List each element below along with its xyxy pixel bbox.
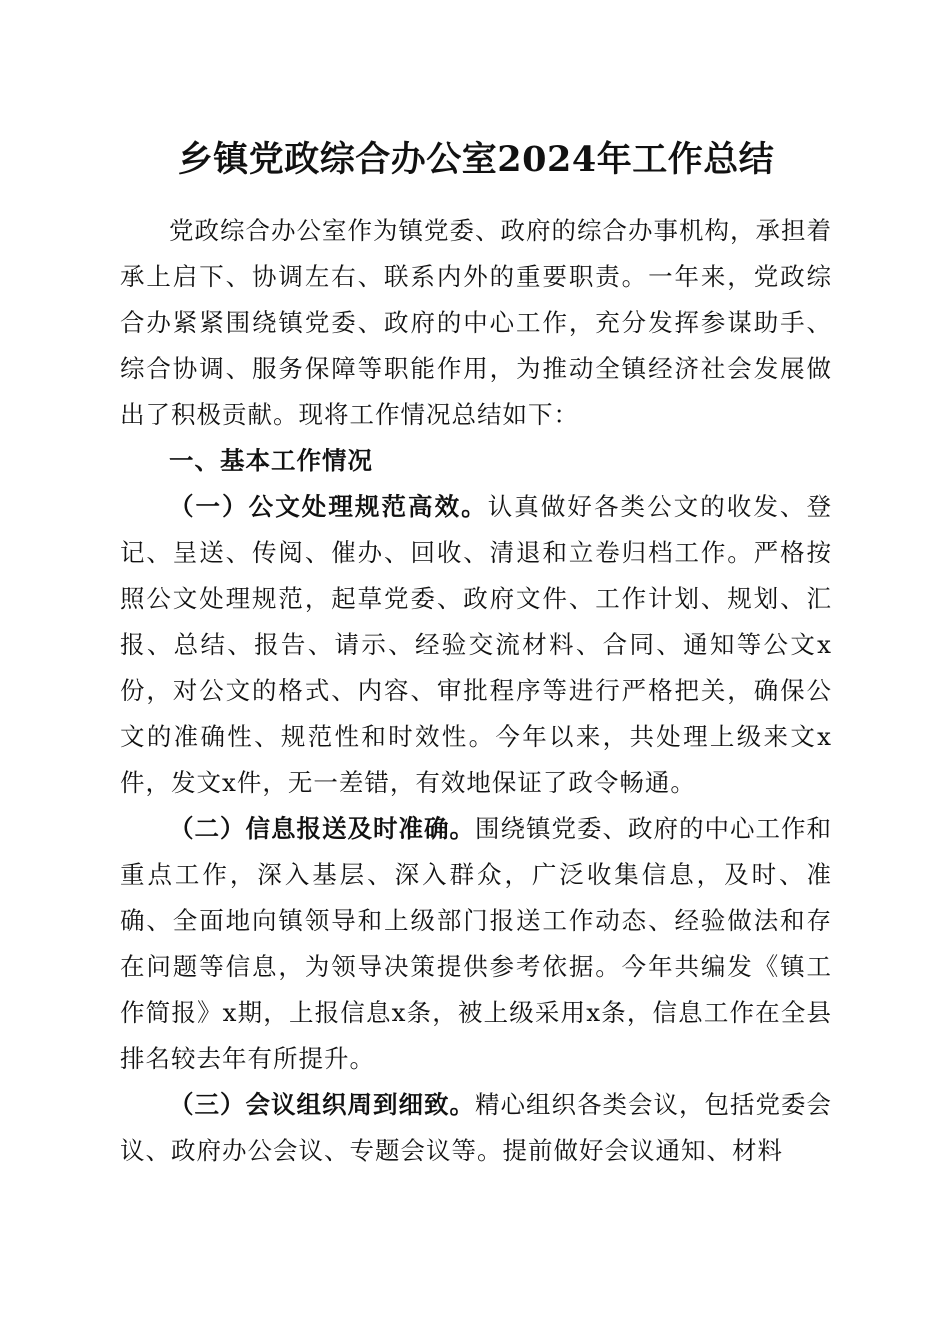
paragraph-meeting-organization — [120, 1082, 832, 1174]
paragraph-lead: （二）信息报送及时准确。 — [169, 814, 475, 843]
paragraph-lead: （三）会议组织周到细致。 — [169, 1090, 475, 1119]
document-title: 乡镇党政综合办公室2024年工作总结 — [177, 139, 775, 180]
paragraph-information-reporting — [120, 806, 832, 1082]
intro-paragraph: 党政综合办公室作为镇党委、政府的综合办事机构，承担着承上启下、协调左右、联系内外的重要职责。一年来，党政综合办紧紧围绕镇党委、政府的中心工作，充分发挥参谋助手、综合协调、服务保障等职能作用，为推动全镇经济社会发展做出了积极贡献。现将工作情况总结如下： — [120, 216, 832, 429]
paragraph-body: 围绕镇党委、政府的中心工作和重点工作，深入基层、深入群众，广泛收集信息，及时、准确、全面地向镇领导和上级部门报送工作动态、经验做法和存在问题等信息，为领导决策提供参考依据。今年共编发《镇工作简报》x期，上报信息x条，被上级采用x条，信息工作在全县排名较去年有所提升。 — [120, 814, 832, 1073]
paragraph-body: 精心组织各类会议，包括党委会议、政府办公会议、专题会议等。提前做好会议通知、材料 — [120, 1090, 832, 1165]
paragraph-body: 认真做好各类公文的收发、登记、呈送、传阅、催办、回收、清退和立卷归档工作。严格按照公文处理规范，起草党委、政府文件、工作计划、规划、汇报、总结、报告、请示、经验交流材料、合同、通知等公文x份，对公文的格式、内容、审批程序等进行严格把关，确保公文的准确性、规范性和时效性。今年以来，共处理上级来文x件，发文x件，无一差错，有效地保证了政令畅通。 — [120, 492, 832, 797]
section-heading-basic-work: 一、基本工作情况 — [169, 446, 373, 475]
paragraph-lead: （一）公文处理规范高效。 — [169, 492, 488, 521]
paragraph-document-processing — [120, 484, 832, 806]
